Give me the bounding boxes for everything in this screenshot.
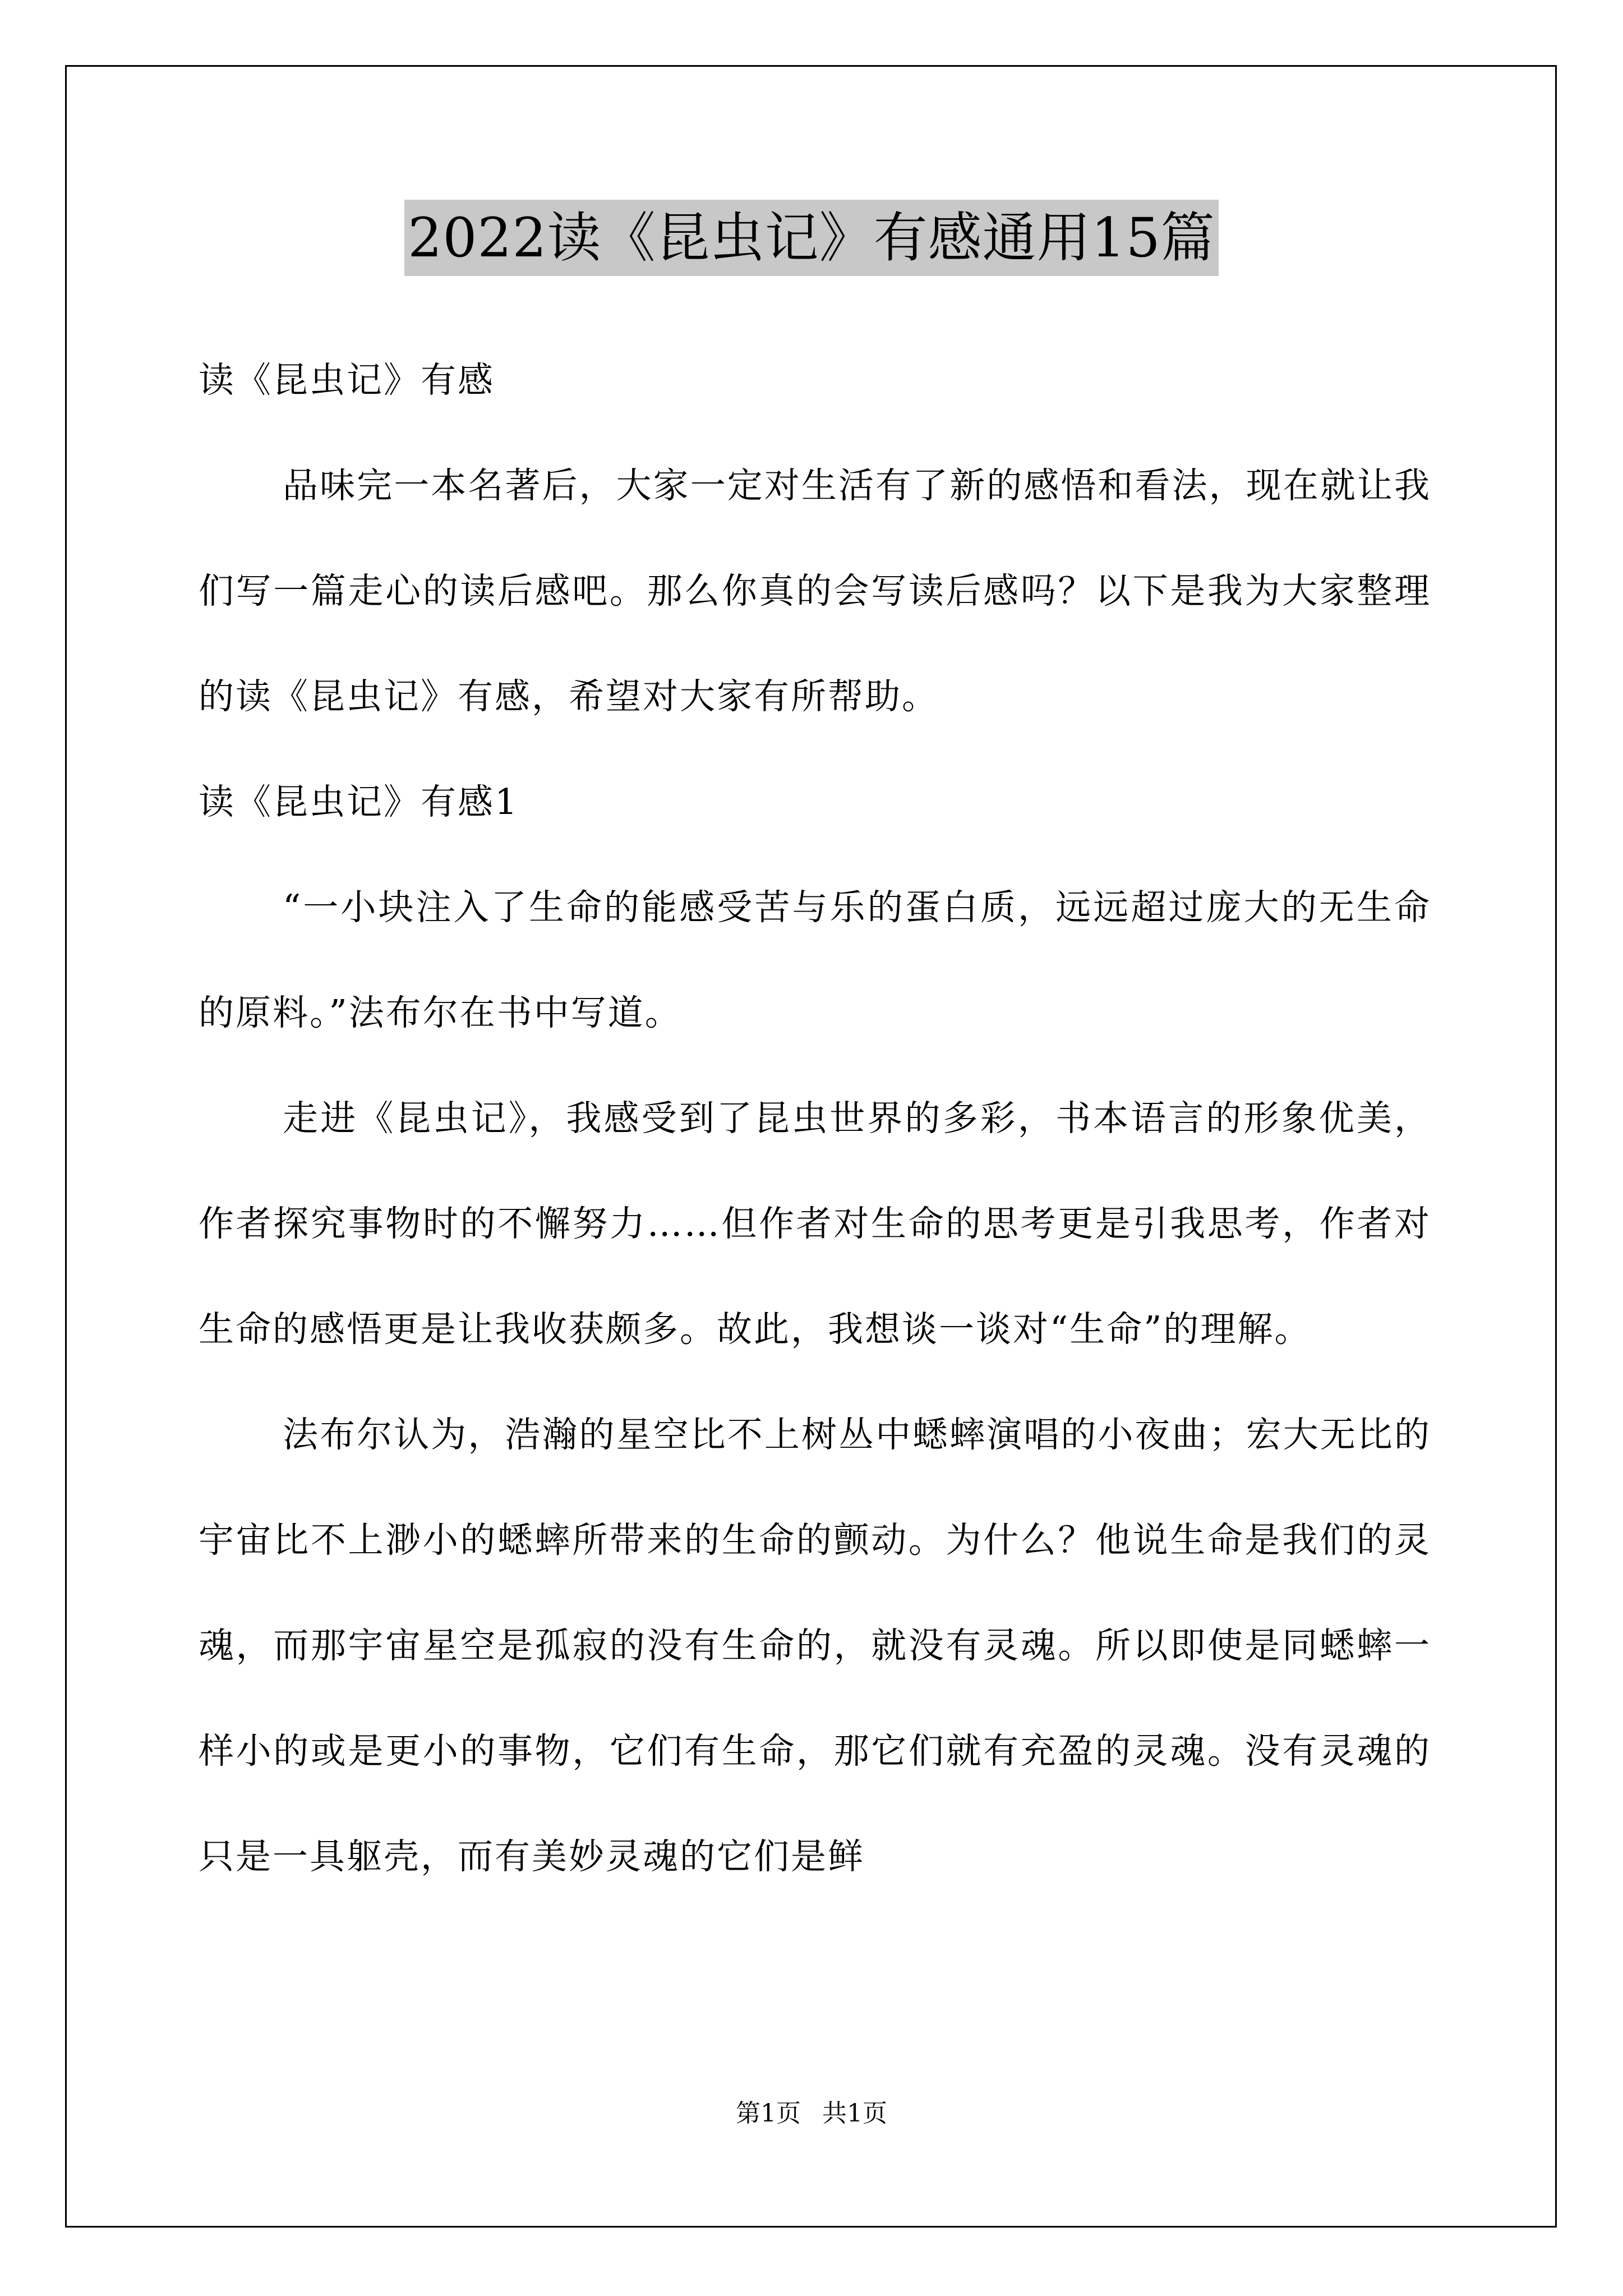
paragraph-intro: 品味完一本名著后，大家一定对生活有了新的感悟和看法，现在就让我们写一篇走心的读后感吧。那么你真的会写读后感吗？以下是我为大家整理的读《昆虫记》有感，希望对大家有所帮助。 xyxy=(199,465,1431,717)
document-title: 2022读《昆虫记》有感通用15篇 xyxy=(404,200,1218,276)
page-total: 共1页 xyxy=(822,2099,887,2128)
title-container xyxy=(0,200,1623,276)
paragraph-quote: “一小块注入了生命的能感受苦与乐的蛋白质，远远超过庞大的无生命的原料。”法布尔在书中写道。 xyxy=(199,887,1431,1033)
paragraph-body: 走进《昆虫记》，我感受到了昆虫世界的多彩，书本语言的形象优美，作者探究事物时的不懈努力……但作者对生命的思考更是引我思考，作者对生命的感悟更是让我收获颇多。故此，我想谈一谈对“生命”的理解。 xyxy=(199,1098,1431,1350)
section-heading-1: 读《昆虫记》有感1 xyxy=(199,781,519,822)
document-body xyxy=(199,328,1431,1910)
page-number: 第1页 xyxy=(736,2099,801,2128)
section-heading-intro: 读《昆虫记》有感 xyxy=(199,360,495,401)
page-footer xyxy=(0,2097,1623,2131)
paragraph-body: 法布尔认为，浩瀚的星空比不上树丛中蟋蟀演唱的小夜曲；宏大无比的宇宙比不上渺小的蟋蟀所带来的生命的颤动。为什么？他说生命是我们的灵魂，而那宇宙星空是孤寂的没有生命的，就没有灵魂。所以即使是同蟋蟀一样小的或是更小的事物，它们有生命，那它们就有充盈的灵魂。没有灵魂的只是一具躯壳，而有美妙灵魂的它们是鲜 xyxy=(199,1414,1431,1877)
